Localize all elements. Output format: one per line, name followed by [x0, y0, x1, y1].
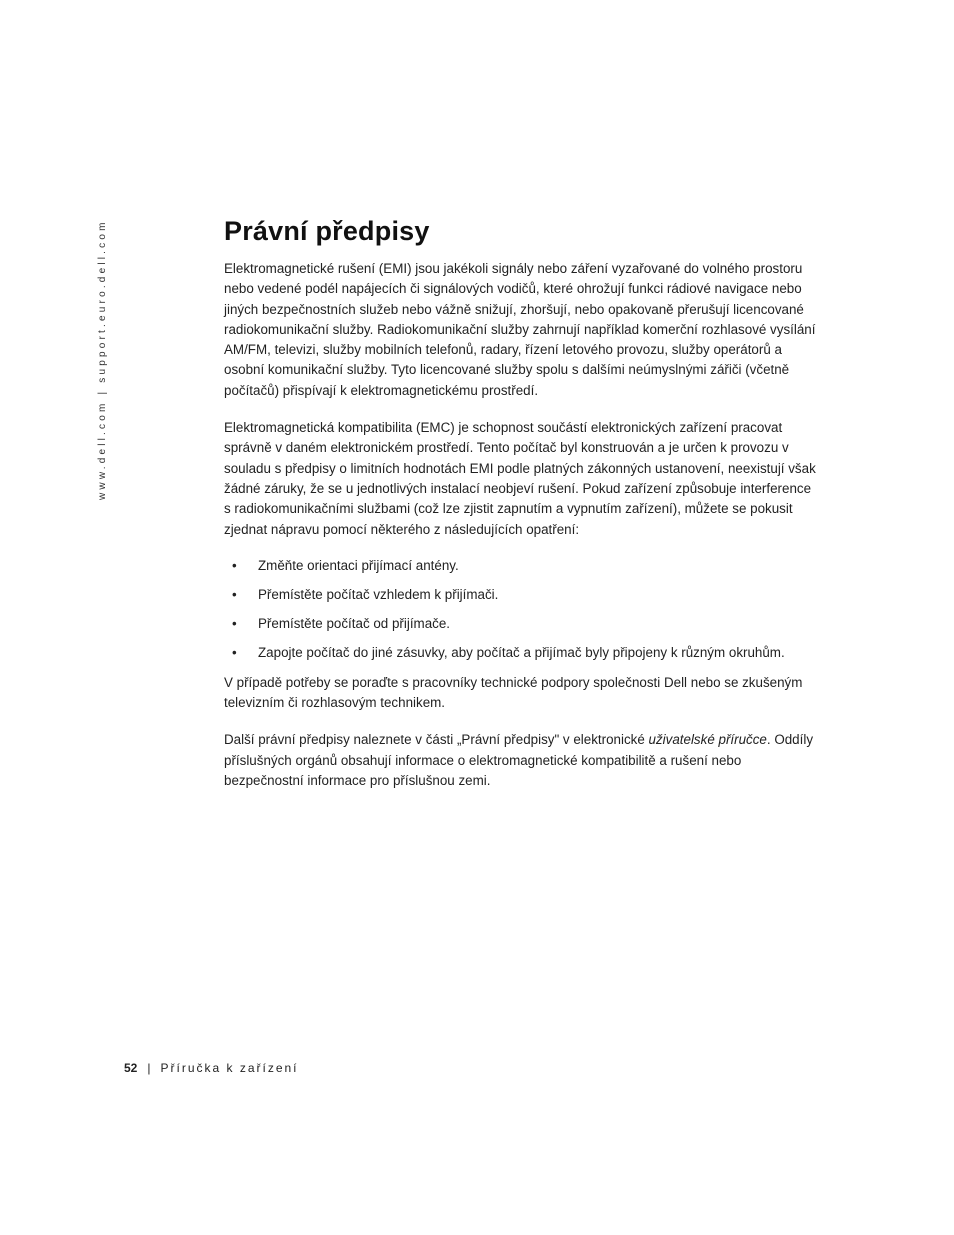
list-item-text: Přemístěte počítač od přijímače.	[258, 615, 451, 631]
footer-title: Příručka k zařízení	[160, 1061, 299, 1075]
list-item-text: Přemístěte počítač vzhledem k přijímači.	[258, 586, 499, 602]
list-item	[224, 644, 816, 662]
list-item-text: Změňte orientaci přijímací antény.	[258, 557, 459, 573]
list-item	[224, 586, 816, 604]
measures-list	[224, 557, 816, 662]
list-item	[224, 615, 816, 633]
bullet-icon: •	[232, 644, 237, 660]
page-footer	[124, 1061, 299, 1075]
user-guide-reference: uživatelské příručce	[648, 732, 767, 748]
bullet-icon: •	[232, 615, 237, 631]
more-info-text-end: . Oddíly příslušných orgánů obsahují informace o elektromagnetické kompatibilitě a rušení nebo bezpečnostní informace pro příslušnou zemi.	[224, 732, 814, 789]
sidebar-url: www.dell.com | support.euro.dell.com	[97, 219, 108, 500]
paragraph-more-info	[224, 730, 816, 791]
bullet-icon: •	[232, 586, 237, 602]
paragraph-support: V případě potřeby se poraďte s pracovníky technické podpory společnosti Dell nebo se zkušeným televizním či rozhlasovým technikem.	[224, 674, 803, 711]
more-info-text-start: Další právní předpisy naleznete v části „Právní předpisy" v elektronické	[224, 732, 649, 748]
page-number: 52	[124, 1061, 138, 1075]
main-content	[224, 216, 816, 808]
list-item	[224, 557, 816, 575]
paragraph-emi: Elektromagnetické rušení (EMI) jsou jakékoli signály nebo záření vyzařované do volného prostoru nebo vedené podél napájecích či signálových vodičů, které ohrožují funkci rádiové navigace nebo jiných bezpečnostních služeb nebo vážně snižují, zhoršují, nebo opakovaně přerušují licencované radiokomunikační služby. Radiokomunikační služby zahrnují například komerční rozhlasové vysílání AM/FM, televizi, služby mobilních telefonů, radary, řízení letového provozu, služby operátorů a osobní komunikační služby. Tyto licencované služby spolu s dalšími neúmyslnými zářiči (včetně počítačů) přispívají k elektromagnetickému prostředí.	[224, 261, 816, 398]
page-title: Právní předpisy	[224, 216, 430, 246]
footer-separator: |	[147, 1061, 151, 1075]
bullet-icon: •	[232, 557, 237, 573]
paragraph-emc: Elektromagnetická kompatibilita (EMC) je schopnost součástí elektronických zařízení pracovat správně v daném elektronickém prostředí. Tento počítač byl konstruován a je určen k provozu v souladu s předpisy o limitních hodnotách EMI podle platných zákonných ustanovení, neexistují však žádné záruky, že se u jednotlivých instalací neobjeví rušení. Pokud zařízení způsobuje interference s radiokomunikačními službami (což lze zjistit zapnutím a vypnutím zařízení), můžete se pokusit zjednat nápravu pomocí některého z následujících opatření:	[224, 420, 816, 537]
list-item-text: Zapojte počítač do jiné zásuvky, aby počítač a přijímač byly připojeny k různým okruhům.	[258, 644, 785, 660]
